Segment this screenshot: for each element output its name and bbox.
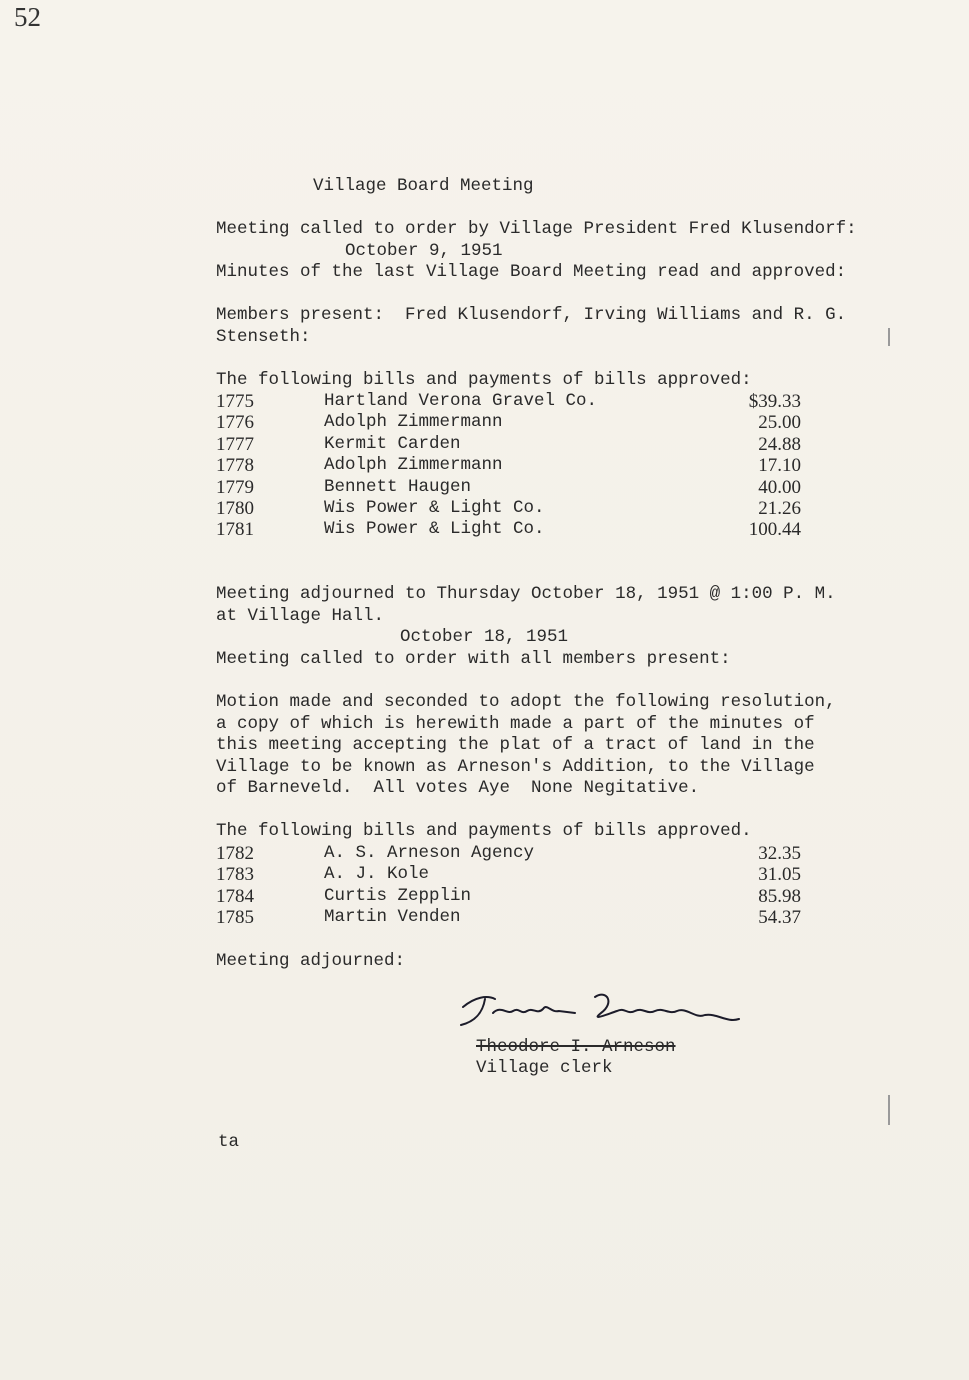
bill-amount: 31.05 [758, 864, 801, 886]
heading-title: Village Board Meeting [313, 176, 534, 196]
bill-row [216, 498, 801, 520]
bills-intro: The following bills and payments of bills approved: [216, 370, 752, 390]
bill-row [216, 477, 801, 499]
bill-row [216, 907, 801, 929]
signatory-title: Village clerk [476, 1058, 613, 1078]
bill-payee: Bennett Haugen [324, 476, 472, 497]
bill-row [216, 455, 801, 477]
bill-payee: Wis Power & Light Co. [324, 519, 545, 540]
heading-date: October 9, 1951 [345, 240, 503, 261]
bill-payee: A. J. Kole [324, 864, 430, 885]
bill-number: 1782 [216, 843, 254, 864]
bill-payee: Adolph Zimmermann [324, 455, 503, 476]
bill-number: 1780 [216, 498, 254, 519]
minutes-read: Minutes of the last Village Board Meeting read and approved: [216, 262, 847, 282]
meeting-adjourned: Meeting adjourned: [216, 951, 406, 971]
called-to-order: Meeting called to order by Village President Fred Klusendorf: [216, 219, 857, 239]
bill-payee: Wis Power & Light Co. [324, 498, 545, 518]
bill-payee: Martin Venden [324, 907, 461, 928]
adjournment-line: Meeting adjourned to Thursday October 18, 1951 @ 1:00 P. M. [216, 584, 836, 604]
margin-mark [888, 1095, 890, 1125]
bill-amount: 100.44 [748, 519, 801, 541]
adjournment-line: at Village Hall. [216, 605, 385, 626]
second-called-to-order: Meeting called to order with all members present: [216, 649, 731, 669]
bill-number: 1784 [216, 885, 254, 907]
second-meeting-date: October 18, 1951 [400, 627, 569, 647]
typist-initials: ta [218, 1132, 240, 1152]
bill-amount: 40.00 [758, 476, 801, 498]
bill-number: 1783 [216, 864, 254, 886]
bill-number: 1779 [216, 476, 254, 498]
bill-number: 1775 [216, 391, 254, 412]
bills-intro-2: The following bills and payments of bills approved. [216, 821, 752, 841]
margin-mark [888, 328, 890, 346]
resolution-line: this meeting accepting the plat of a tract of land in the [216, 735, 815, 755]
bill-number: 1781 [216, 519, 254, 541]
members-present [216, 305, 886, 348]
bill-row [216, 886, 801, 908]
adjournment-notice [216, 584, 886, 627]
bill-row [216, 843, 801, 865]
bill-amount: 54.37 [758, 907, 801, 929]
bill-payee: Adolph Zimmermann [324, 412, 503, 433]
resolution-line: a copy of which is herewith made a part of the minutes of [216, 713, 815, 734]
handwritten-signature [455, 985, 755, 1035]
bill-amount: 85.98 [758, 885, 801, 907]
bill-row [216, 412, 801, 434]
bill-amount: $39.33 [748, 391, 801, 412]
bill-row [216, 519, 801, 541]
resolution-line: Motion made and seconded to adopt the following resolution, [216, 692, 836, 712]
bill-payee: Hartland Verona Gravel Co. [324, 391, 598, 411]
bill-amount: 25.00 [758, 412, 801, 434]
bill-number: 1785 [216, 907, 254, 929]
bill-payee: Curtis Zepplin [324, 885, 472, 906]
bill-amount: 17.10 [758, 455, 801, 477]
bill-number: 1777 [216, 433, 254, 455]
bill-amount: 21.26 [758, 498, 801, 519]
resolution-line: of Barneveld. All votes Aye None Negitative. [216, 778, 700, 798]
bill-row [216, 391, 801, 413]
resolution-line: Village to be known as Arneson's Addition, to the Village [216, 756, 815, 777]
page-number: 52 [14, 2, 41, 32]
bill-amount: 32.35 [758, 843, 801, 864]
bill-number: 1778 [216, 455, 254, 477]
bill-payee: Kermit Carden [324, 433, 461, 454]
resolution-paragraph [216, 692, 886, 800]
bill-row [216, 864, 801, 886]
members-line: Stenseth: [216, 326, 311, 347]
bill-number: 1776 [216, 412, 254, 434]
bill-amount: 24.88 [758, 433, 801, 455]
bill-row [216, 434, 801, 456]
bill-payee: A. S. Arneson Agency [324, 843, 535, 863]
signatory-typed-name: Theodore I. Arneson [476, 1037, 676, 1057]
members-line: Members present: Fred Klusendorf, Irving Williams and R. G. [216, 305, 847, 325]
